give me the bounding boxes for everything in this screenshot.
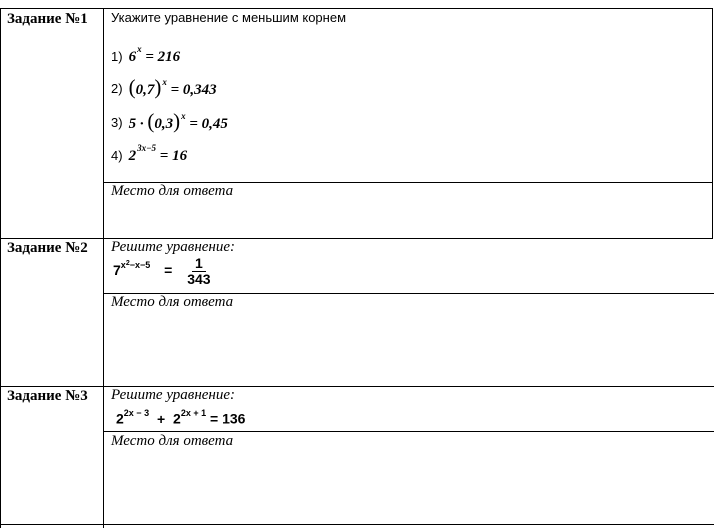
column-divider bbox=[103, 8, 104, 528]
option-equation: $(0,7)^x = 0,343$ bbox=[128, 75, 217, 99]
table-right-border bbox=[712, 8, 713, 239]
task1-option-2 bbox=[111, 76, 217, 100]
task3-equation: $2^{2x - 3} + 2^{2x + 1} = 136$ bbox=[116, 408, 246, 427]
table-bottom-border bbox=[0, 524, 714, 525]
row-divider-2 bbox=[0, 386, 714, 387]
task1-label: Задание №1 bbox=[7, 11, 88, 27]
table-left-border bbox=[0, 8, 1, 528]
task1-option-4 bbox=[111, 143, 187, 167]
option-number: 1) bbox=[111, 48, 123, 64]
task3-label: Задание №3 bbox=[7, 388, 88, 404]
task1-option-1 bbox=[111, 44, 180, 68]
task2-answer-label: Место для ответа bbox=[111, 294, 234, 310]
option-number: 2) bbox=[111, 80, 123, 96]
task2-equation: $7^{x^2-x-5}$ = $\frac{1}{343}$ bbox=[113, 256, 214, 287]
option-equation: $5 \cdot (0,3)^x = 0,45$ bbox=[128, 109, 228, 133]
option-number: 3) bbox=[111, 114, 123, 130]
fraction: $\frac{1}{343}$ bbox=[187, 255, 211, 287]
task3-answer-label: Место для ответа bbox=[111, 433, 234, 449]
row-divider-1 bbox=[0, 238, 713, 239]
task2-instruction: Решите уравнение: bbox=[111, 239, 236, 255]
task2-label: Задание №2 bbox=[7, 240, 88, 256]
task1-option-3 bbox=[111, 110, 228, 134]
option-equation: $2^{3x-5} = 16$ bbox=[128, 142, 188, 164]
task1-answer-label: Место для ответа bbox=[111, 183, 234, 199]
task3-instruction: Решите уравнение: bbox=[111, 387, 236, 403]
task1-prompt: Укажите уравнение с меньшим корнем bbox=[111, 10, 347, 25]
task3-answer-divider bbox=[103, 431, 714, 432]
table-top-border bbox=[0, 8, 713, 9]
option-equation: 6$^x$ = 216 bbox=[128, 43, 181, 65]
option-number: 4) bbox=[111, 147, 123, 163]
